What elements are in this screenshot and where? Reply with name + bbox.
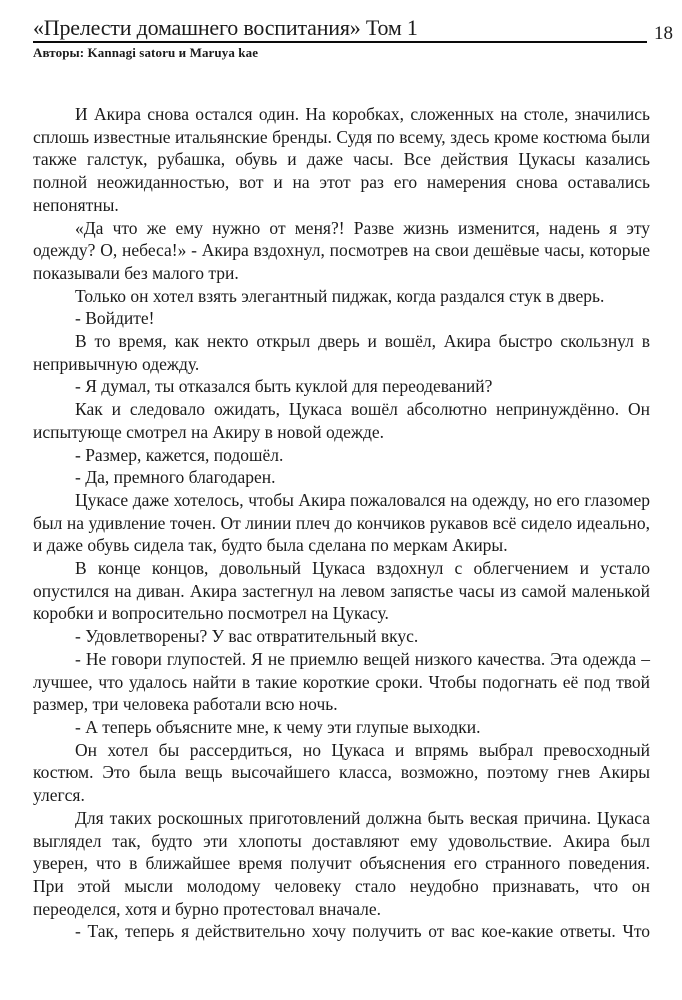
paragraph: Только он хотел взять элегантный пиджак, когда раздался стук в дверь. [75, 285, 605, 306]
page-number: 18 [654, 23, 673, 44]
body-text [33, 103, 650, 943]
paragraph: «Да что же ему нужно от меня?! Разве жизнь изменится, надень я эту одежду? О, небеса!» - Акира вздохнул, посмотрев на свои дешёвые часы, которые показывали без малого три. [33, 217, 650, 283]
paragraph: - Удовлетворены? У вас отвратительный вкус. [75, 626, 419, 647]
paragraph: - Да, премного благодарен. [75, 467, 276, 488]
paragraph: Он хотел бы рассердиться, но Цукаса и впрямь выбрал превосходный костюм. Это была вещь высочайшего класса, возможно, поэтому гнев Акиры улегся. [33, 739, 650, 806]
paragraph: - Я думал, ты отказался быть куклой для переодеваний? [75, 376, 493, 397]
paragraph: - Войдите! [75, 308, 155, 329]
paragraph: - Так, теперь я действительно хочу получить от вас кое-какие ответы. Что [75, 921, 650, 942]
header-row [33, 17, 673, 43]
paragraph: - Размер, кажется, подошёл. [75, 444, 284, 465]
paragraph: И Акира снова остался один. На коробках, сложенных на столе, значились сплошь известные итальянские бренды. Судя по всему, здесь кроме костюма были также галстук, рубашка, обувь и даже часы. Все действия Цукасы казались полной неожиданностью, вот и на этот раз его намерения снова оставались непонятны. [33, 104, 650, 215]
title-underline [33, 17, 647, 43]
paragraph: В конце концов, довольный Цукаса вздохнул с облегчением и устало опустился на диван. Акира застегнул на левом запястье часы из самой маленькой коробки и вопросительно посмотрел на Цукасу. [33, 558, 650, 624]
page-header [33, 17, 673, 60]
paragraph: Для таких роскошных приготовлений должна быть веская причина. Цукаса выглядел так, будто эти хлопоты доставляют ему удовольствие. Акира был уверен, что в ближайшее время получит объяснения его странного поведения. При этой мысли молодому человеку стало неудобно признавать, что он переоделся, хотя и бурно протестовал вначале. [33, 807, 650, 919]
book-title: «Прелести домашнего воспитания» Том 1 [33, 15, 418, 40]
paragraph: Как и следовало ожидать, Цукаса вошёл абсолютно непринуждённо. Он испытующе смотрел на Акиру в новой одежде. [33, 399, 650, 442]
authors-line: Авторы: Kannagi satoru и Maruya kae [33, 45, 259, 60]
paragraph: - Не говори глупостей. Я не приемлю вещей низкого качества. Эта одежда – лучшее, что удалось найти в такие короткие сроки. Чтобы подогнать её под твой размер, три человека работали всю ночь. [33, 648, 650, 715]
paragraph: Цукасе даже хотелось, чтобы Акира пожаловался на одежду, но его глазомер был на удивление точен. От линии плеч до кончиков рукавов всё сидело идеально, и даже обувь сидела так, будто была сделана по меркам Акиры. [33, 489, 650, 556]
paragraph: В то время, как некто открыл дверь и вошёл, Акира быстро скользнул в непривычную одежду. [33, 331, 650, 374]
paragraph: - А теперь объясните мне, к чему эти глупые выходки. [75, 716, 481, 737]
